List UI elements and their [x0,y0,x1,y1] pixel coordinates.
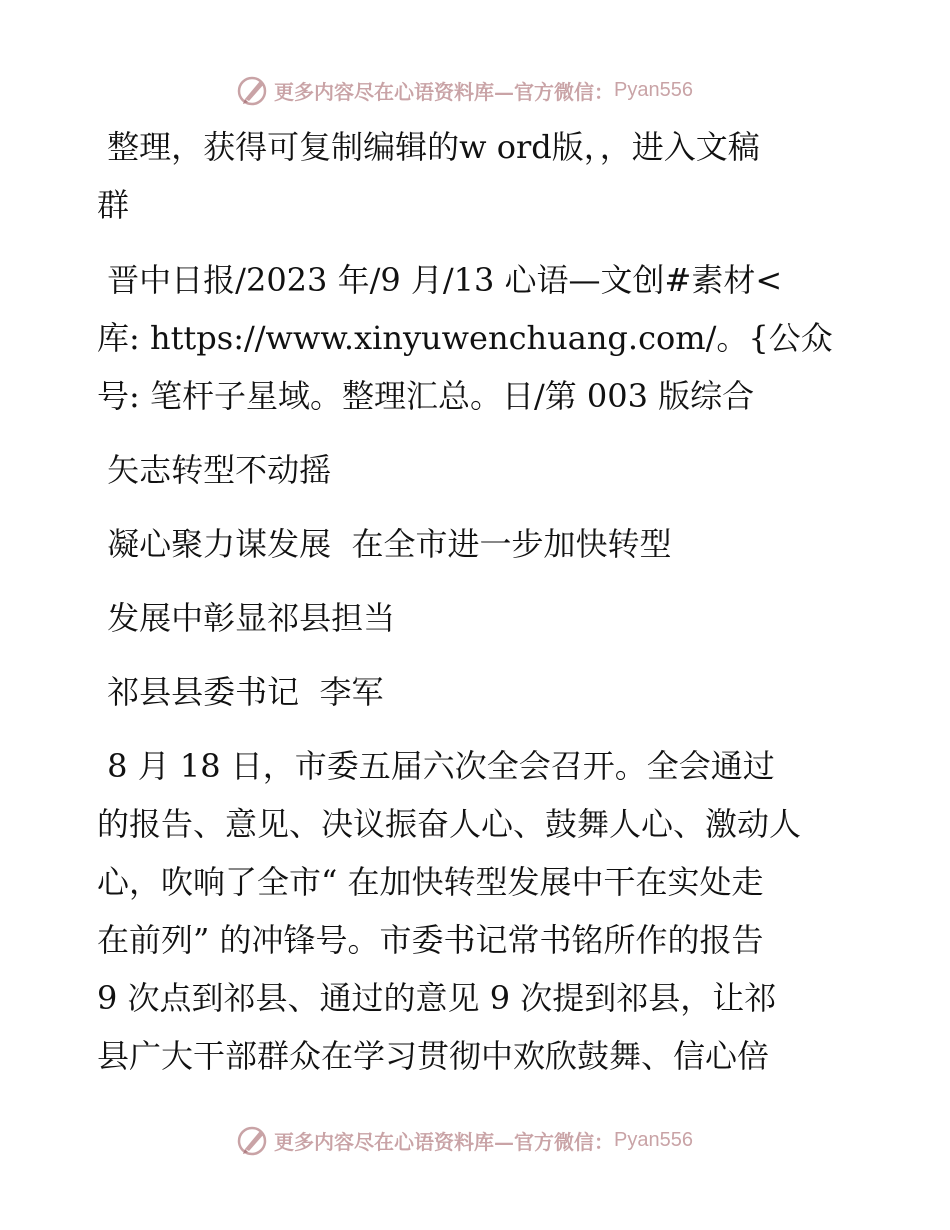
text-line: 县广大干部群众在学习贯彻中欢欣鼓舞、信心倍 [97,1037,770,1075]
watermark-wechat-id: Pyan556 [614,78,693,101]
text-line: 在前列” 的冲锋号。市委书记常书铭所作的报告 [97,921,764,959]
text-line: 整理，获得可复制编辑的w ord版，，进入文稿 [97,128,760,166]
text-line: 9 次点到祁县、通过的意见 9 次提到祁县，让祁 [97,979,777,1017]
author-line: 祁县县委书记 李军 [97,673,384,711]
watermark-header [236,72,693,108]
watermark-footer [236,1122,693,1158]
text-line: 8 月 18 日，市委五届六次全会召开。全会通过 [97,747,775,785]
watermark-text: 更多内容尽在心语资料库—官方微信： [274,1129,614,1154]
text-line: 晋中日报/2023 年/9 月/13 心语—文创#素材< [97,261,783,299]
document-body [97,118,857,1085]
heading-line: 矢志转型不动摇 [97,451,332,489]
text-line: 群 [97,186,130,224]
text-line: 的报告、意见、决议振奋人心、鼓舞人心、激动人 [97,805,802,843]
watermark-wechat-id: Pyan556 [614,1128,693,1151]
text-line: 号: 笔杆子星域。整理汇总。日/第 003 版综合 [97,377,755,415]
pen-logo-icon [236,73,270,107]
heading-line: 发展中彰显祁县担当 [97,599,396,637]
text-line: 库: https://www.xinyuwenchuang.com/。{公众 [97,319,833,357]
watermark-text: 更多内容尽在心语资料库—官方微信： [274,79,614,104]
pen-logo-icon [236,1123,270,1157]
text-line: 心，吹响了全市“ 在加快转型发展中干在实处走 [97,863,764,901]
heading-line: 凝心聚力谋发展 在全市进一步加快转型 [97,525,672,563]
